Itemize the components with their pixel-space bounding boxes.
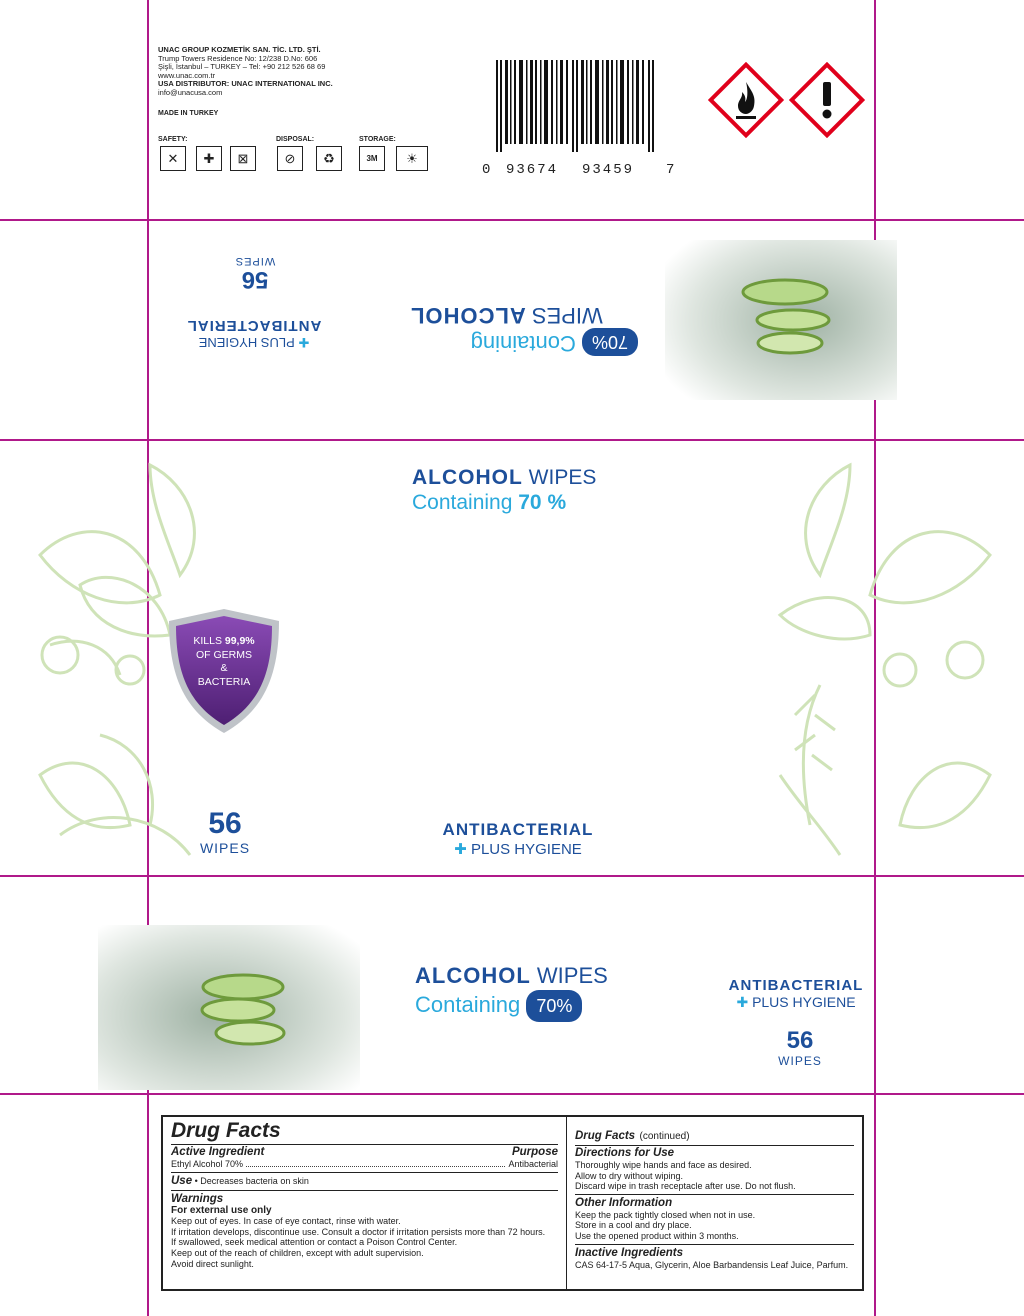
leader-dots: [246, 1166, 505, 1167]
wipes: WIPES: [528, 466, 597, 489]
company-info: [158, 46, 333, 98]
company-address-2: Şişli, İstanbul – TURKEY – Tel: +90 212 526 68 69: [158, 62, 326, 72]
divider: [171, 1144, 558, 1145]
fold-line-2: [0, 439, 1024, 441]
purpose-heading: Purpose: [511, 1146, 558, 1158]
company-email: info@unacusa.com: [158, 87, 223, 97]
plus-hygiene: PLUS HYGIENE: [470, 841, 582, 858]
alcohol: ALCOHOL: [412, 466, 523, 489]
other-info-heading: Other Information: [575, 1196, 673, 1209]
active-ingredient-heading: Active Ingredient: [171, 1146, 265, 1158]
active-ingredient-purpose: Antibacterial: [508, 1159, 558, 1169]
keep-from-children-icon: ⊠: [230, 146, 256, 171]
storage-label: STORAGE:: [359, 136, 396, 143]
shield-germs: OF GERMS: [195, 648, 252, 661]
shield-bacteria: BACTERIA: [197, 675, 251, 688]
containing: Containing: [470, 331, 576, 356]
barcode-group-2: 93459: [582, 162, 635, 178]
count-unit: WIPES: [778, 1054, 822, 1068]
aloe-photo-top: [665, 240, 897, 400]
plus-hygiene: PLUS HYGIENE: [198, 335, 295, 350]
count-number: 56: [241, 266, 269, 293]
company-address-1: Trump Towers Residence No: 12/238 D.No: 606: [158, 53, 318, 63]
divider: [171, 1172, 558, 1173]
directions-heading: Directions for Use: [575, 1147, 675, 1159]
alcohol: ALCOHOL: [410, 303, 526, 328]
inactive-heading: Inactive Ingredients: [575, 1246, 684, 1259]
storage-3m-icon: 3M: [359, 146, 385, 171]
active-ingredient-name: Ethyl Alcohol 70%: [171, 1159, 244, 1169]
plus-hygiene: PLUS HYGIENE: [752, 994, 856, 1010]
shield-kills: KILLS: [193, 635, 222, 647]
external-use: For external use only: [171, 1204, 272, 1216]
alcohol: ALCOHOL: [415, 963, 531, 988]
warning-line: If swallowed, seek medical attention or contact a Poison Control Center.: [171, 1237, 458, 1248]
percent-pill: 70%: [582, 328, 638, 356]
percent: 70 %: [518, 491, 567, 514]
plus-icon: ✚: [736, 994, 749, 1010]
front-antibacterial-block: [428, 820, 608, 858]
trash-bin-icon: ♻: [316, 146, 342, 171]
company-website: www.unac.com.tr: [158, 70, 216, 80]
aloe-photo-bottom: [98, 925, 360, 1090]
drug-facts-title: Drug Facts: [171, 1119, 281, 1142]
shield-and: &: [220, 662, 228, 674]
direction-line: Allow to dry without wiping.: [575, 1170, 684, 1181]
count-unit: WIPES: [234, 255, 276, 267]
do-not-flush-icon: ⊘: [277, 146, 303, 171]
wipes: WIPES: [536, 963, 608, 988]
front-alcohol-title: [412, 465, 652, 515]
made-in: MADE IN TURKEY: [158, 110, 219, 117]
barcode: [496, 60, 656, 152]
other-info-line: Keep the pack tightly closed when not in use.: [575, 1209, 756, 1220]
top-alcohol-title: [410, 302, 638, 356]
use-text: • Decreases bacteria on skin: [194, 1175, 309, 1186]
flame-icon: [708, 62, 784, 138]
drug-facts-column-2: [567, 1117, 862, 1289]
warnings-heading: Warnings: [171, 1192, 224, 1205]
top-count-block: [175, 255, 335, 291]
exclamation-icon: [789, 62, 865, 138]
percent-pill: 70%: [526, 990, 582, 1022]
shield-percent: 99,9%: [224, 635, 255, 647]
divider: [575, 1244, 854, 1245]
fold-line-1: [0, 219, 1024, 221]
containing: Containing: [412, 491, 513, 514]
warning-line: Keep out of eyes. In case of eye contact, rinse with water.: [171, 1216, 401, 1227]
fold-line-4: [0, 1093, 1024, 1095]
other-info-line: Store in a cool and dry place.: [575, 1220, 692, 1231]
divider: [171, 1190, 558, 1191]
direction-line: Thoroughly wipe hands and face as desired.: [575, 1160, 752, 1170]
wipes: WIPES: [531, 303, 603, 328]
antibacterial: ANTIBACTERIAL: [186, 317, 322, 334]
safety-label: SAFETY:: [158, 136, 188, 143]
divider: [575, 1145, 854, 1146]
aloe-illustration-right: [760, 445, 1010, 875]
direction-line: Discard wipe in trash receptacle after use. Do not flush.: [575, 1181, 796, 1192]
side-alcohol-title: [415, 962, 655, 1022]
drug-facts-column-1: [163, 1117, 567, 1289]
use-heading: Use: [171, 1174, 193, 1187]
no-eye-contact-icon: ✕: [160, 146, 186, 171]
eye-rinse-icon: ✚: [196, 146, 222, 171]
fold-line-3: [0, 875, 1024, 877]
warning-line: Avoid direct sunlight.: [171, 1258, 254, 1269]
barcode-right-digit: 7: [666, 162, 675, 178]
barcode-left-digit: 0: [482, 162, 491, 178]
top-antibacterial-block: [176, 317, 332, 350]
barcode-group-1: 93674: [506, 162, 559, 178]
disposal-label: DISPOSAL:: [276, 136, 315, 143]
count-unit: WIPES: [199, 840, 251, 856]
continued-title: Drug Facts: [575, 1130, 636, 1142]
company-name: UNAC GROUP KOZMETİK SAN. TİC. LTD. ŞTİ.: [158, 45, 321, 54]
divider: [575, 1194, 854, 1195]
count-number: 56: [208, 807, 242, 840]
other-info-line: Use the opened product within 3 months.: [575, 1230, 739, 1241]
inactive-ingredients: CAS 64-17-5 Aqua, Glycerin, Aloe Barbandensis Leaf Juice, Parfum.: [575, 1259, 849, 1270]
side-antibacterial-block: [716, 977, 876, 1011]
antibacterial: ANTIBACTERIAL: [728, 977, 864, 994]
avoid-sunlight-icon: ☀: [396, 146, 428, 171]
count-number: 56: [786, 1027, 814, 1054]
warning-line: Keep out of the reach of children, except with adult supervision.: [171, 1247, 424, 1258]
drug-facts-panel: [161, 1115, 864, 1291]
shield-text: [165, 635, 283, 689]
continued-suffix: (continued): [639, 1131, 690, 1142]
front-count-block: [186, 808, 264, 856]
usa-distributor: USA DISTRIBUTOR: UNAC INTERNATIONAL INC.: [158, 79, 333, 89]
warning-line: If irritation develops, discontinue use. Consult a doctor if irritation persists more than 72 hours.: [171, 1226, 546, 1237]
antibacterial: ANTIBACTERIAL: [442, 820, 594, 839]
plus-icon: ✚: [298, 335, 310, 350]
plus-icon: ✚: [454, 841, 467, 858]
containing: Containing: [415, 992, 521, 1017]
side-count-block: [760, 1028, 840, 1068]
